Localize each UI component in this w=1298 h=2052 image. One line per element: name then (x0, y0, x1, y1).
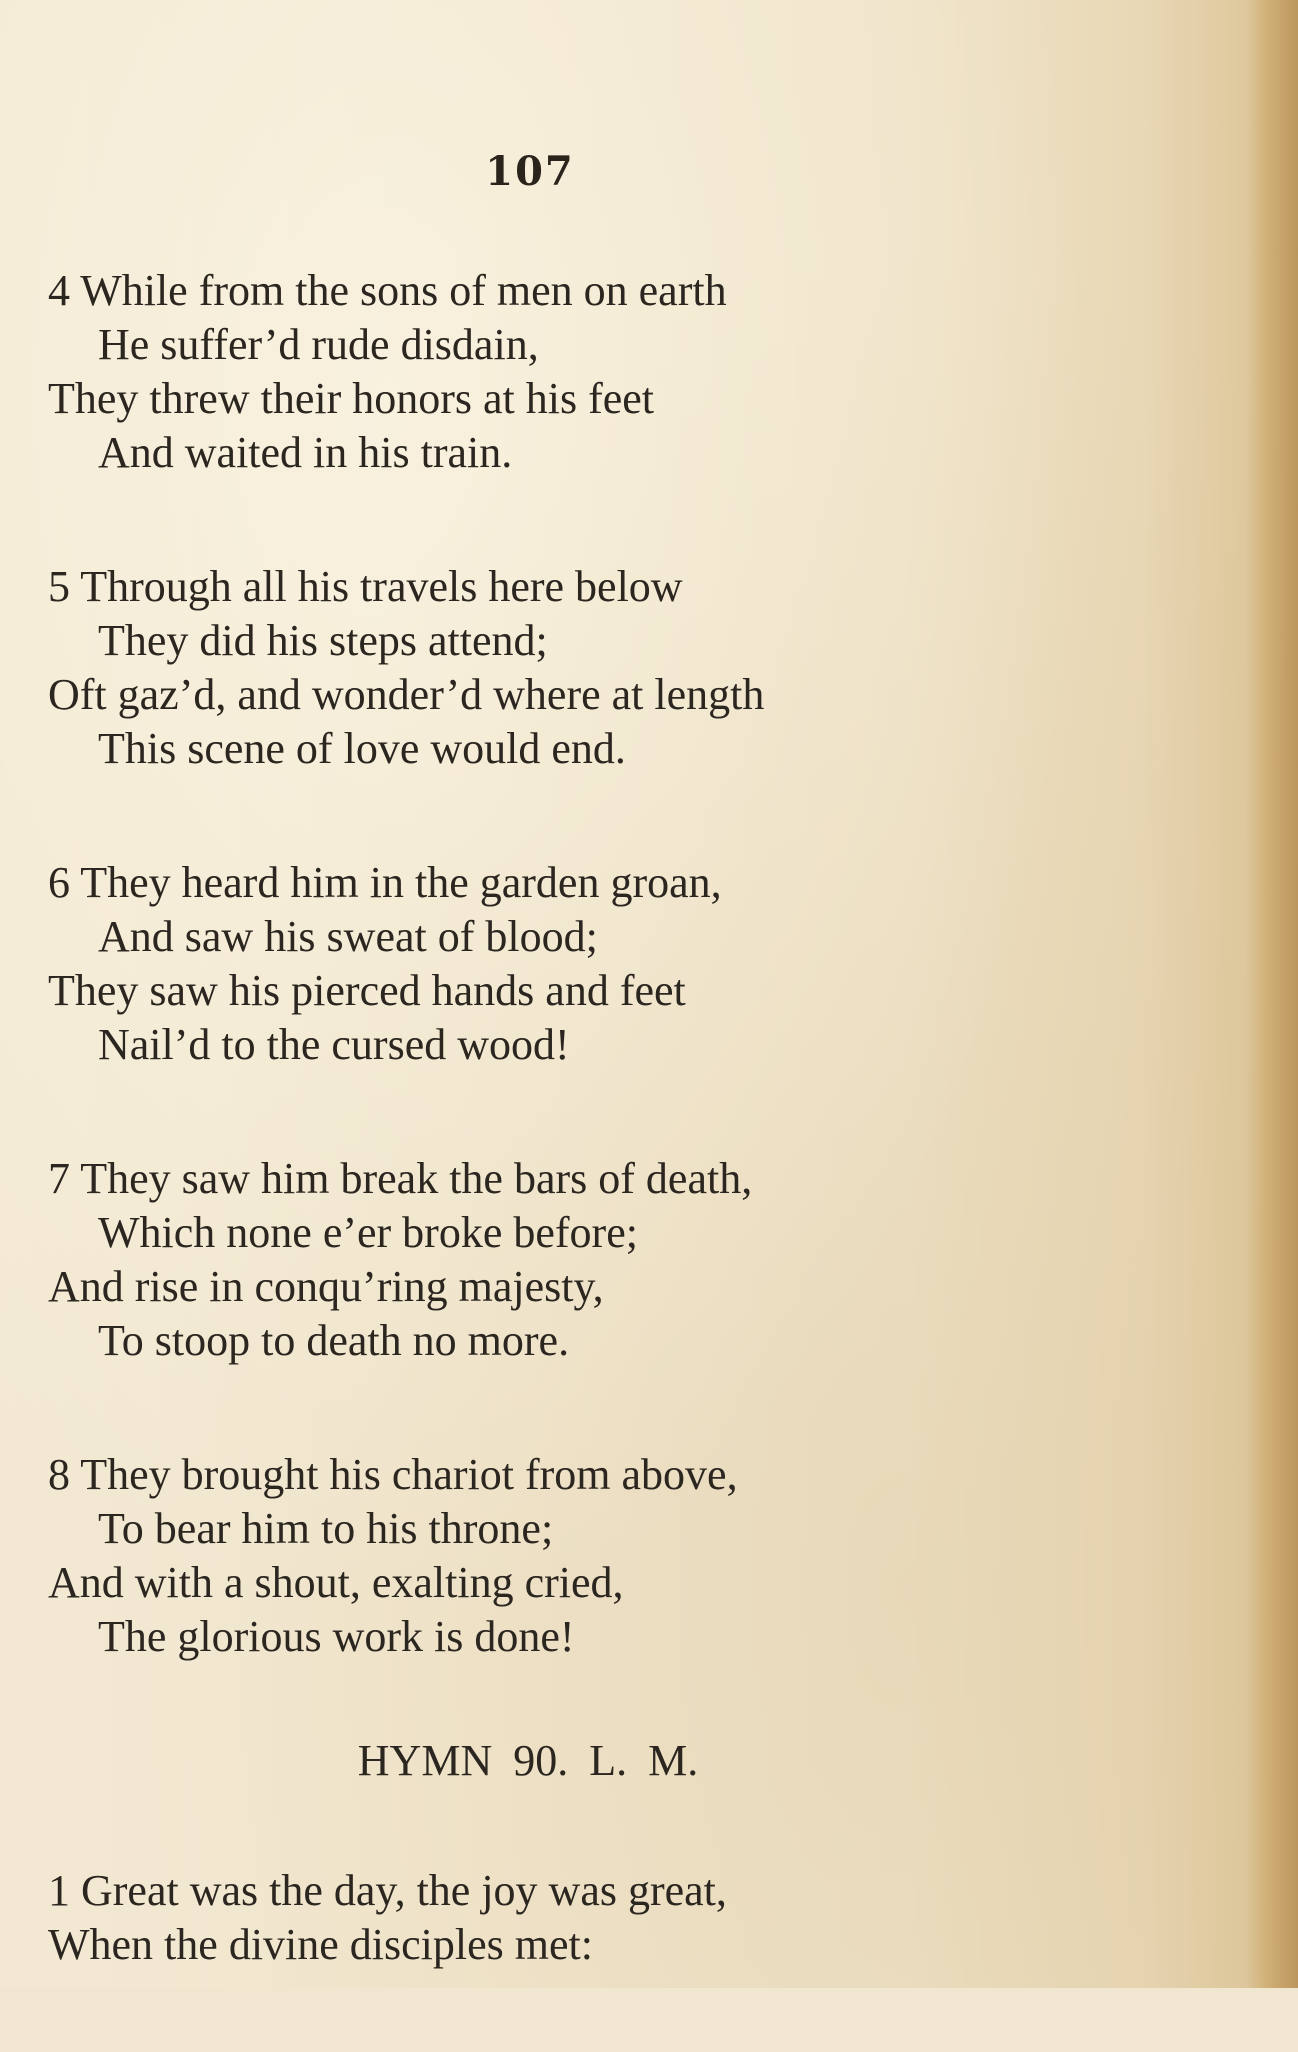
stanza-8 (48, 1448, 1048, 1664)
stanza-line: 6 They heard him in the garden groan, (48, 858, 722, 907)
stanza-line: To stoop to death no more. (98, 1316, 570, 1365)
stanza-line: And saw his sweat of blood; (98, 912, 598, 961)
stanza-7 (48, 1152, 1048, 1368)
hymn-heading: HYMN 90. L. M. (357, 1736, 699, 1785)
stanza-line: 5 Through all his travels here below (48, 562, 683, 611)
stanza-line: And waited in his train. (98, 428, 513, 477)
stanza-4 (48, 264, 1048, 480)
page-edge (1246, 0, 1298, 1988)
stanza-line: He suffer’d rude disdain, (98, 320, 539, 369)
stanza-line: And with a shout, exalting cried, (48, 1558, 624, 1607)
stanza-line: 8 They brought his chariot from above, (48, 1450, 738, 1499)
hymn-text (48, 264, 1048, 2052)
stanza-line: They threw their honors at his feet (48, 374, 655, 423)
stanza-line: 4 While from the sons of men on earth (48, 266, 727, 315)
stanza-line: The glorious work is done! (98, 1612, 575, 1661)
stanza-line: This scene of love would end. (98, 724, 626, 773)
stanza-line: Which none e’er broke before; (98, 1208, 638, 1257)
stanza-line: When the divine disciples met: (48, 1920, 593, 1969)
stanza-5 (48, 560, 1048, 776)
stanza-line: They saw his pierced hands and feet (48, 966, 686, 1015)
stanza-line: Nail’d to the cursed wood! (98, 1020, 570, 1069)
page-number: 107 (485, 148, 575, 195)
stanza-line: And rise in conqu’ring majesty, (48, 1262, 604, 1311)
hymn-90-stanza-1 (48, 1864, 1048, 1972)
stanza-line: Oft gaz’d, and wonder’d where at length (48, 670, 765, 719)
stanza-line: To bear him to his throne; (98, 1504, 554, 1553)
stanza-line: 1 Great was the day, the joy was great, (48, 1866, 727, 1915)
stanza-line: They did his steps attend; (98, 616, 548, 665)
stanza-line: 7 They saw him break the bars of death, (48, 1154, 753, 1203)
stanza-6 (48, 856, 1048, 1072)
